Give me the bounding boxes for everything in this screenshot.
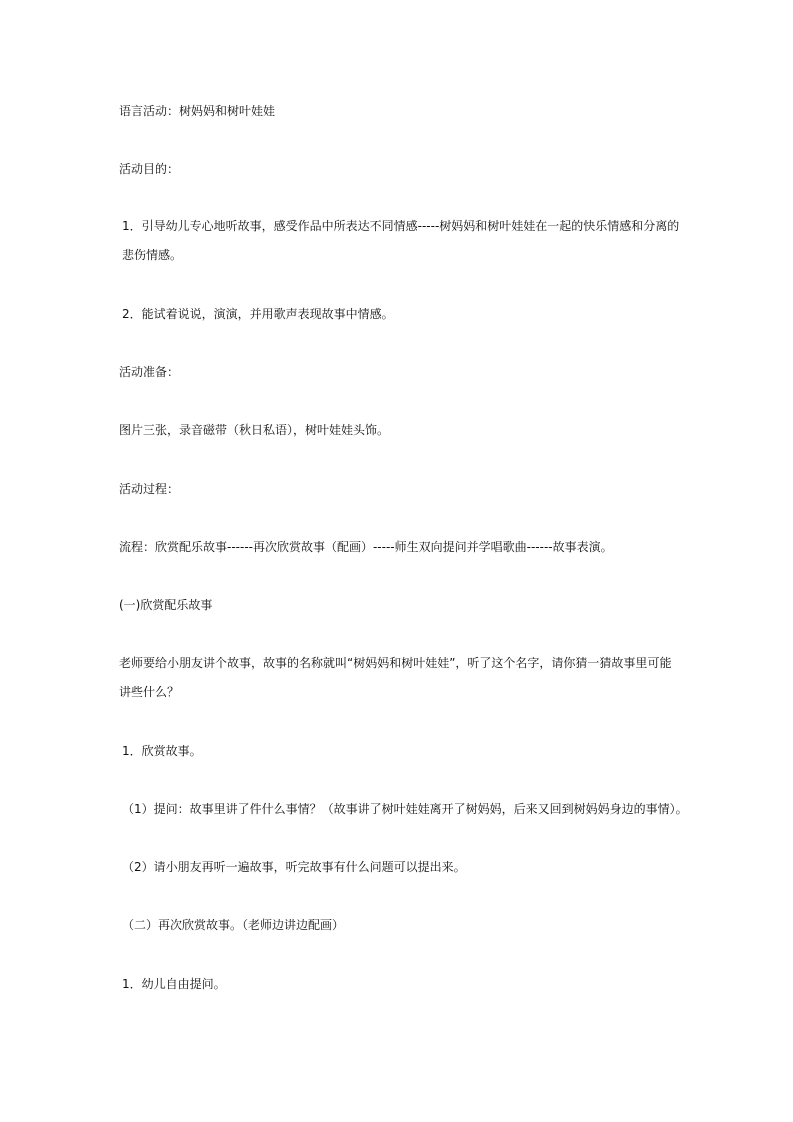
- document-title: 语言活动：树妈妈和树叶娃娃: [119, 104, 276, 118]
- question-1: （1）提问：故事里讲了件什么事情？（故事讲了树叶娃娃离开了树妈妈，后来又回到树妈妈身边的事情）。: [122, 802, 688, 816]
- objective-item-1: 1．引导幼儿专心地听故事，感受作品中所表达不同情感-----树妈妈和树叶娃娃在一起的快乐情感和分离的悲伤情感。: [122, 219, 680, 262]
- preparation-text: 图片三张，录音磁带（秋日私语），树叶娃娃头饰。: [119, 423, 390, 437]
- section-1-heading: (一)欣赏配乐故事: [119, 598, 213, 612]
- preparation-heading: 活动准备：: [119, 365, 180, 379]
- step-1: 1．欣赏故事。: [122, 744, 202, 758]
- objective-item-2: 2．能试着说说，演演，并用歌声表现故事中情感。: [122, 307, 394, 321]
- step-2: 1．幼儿自由提问。: [122, 977, 226, 991]
- flow-text: 流程：欣赏配乐故事------再次欣赏故事（配画）-----师生双向提问并学唱歌曲------故事表演。: [119, 540, 613, 554]
- section-2-heading: （二）再次欣赏故事。（老师边讲边配画）: [122, 918, 345, 932]
- process-heading: 活动过程：: [119, 482, 180, 496]
- intro-text: 老师要给小朋友讲个故事，故事的名称就叫“树妈妈和树叶娃娃”，听了这个名字，请你猜一猜故事里可能讲些什么？: [119, 656, 672, 699]
- question-2: （2）请小朋友再听一遍故事，听完故事有什么问题可以提出来。: [122, 860, 466, 874]
- objective-heading: 活动目的：: [119, 162, 180, 176]
